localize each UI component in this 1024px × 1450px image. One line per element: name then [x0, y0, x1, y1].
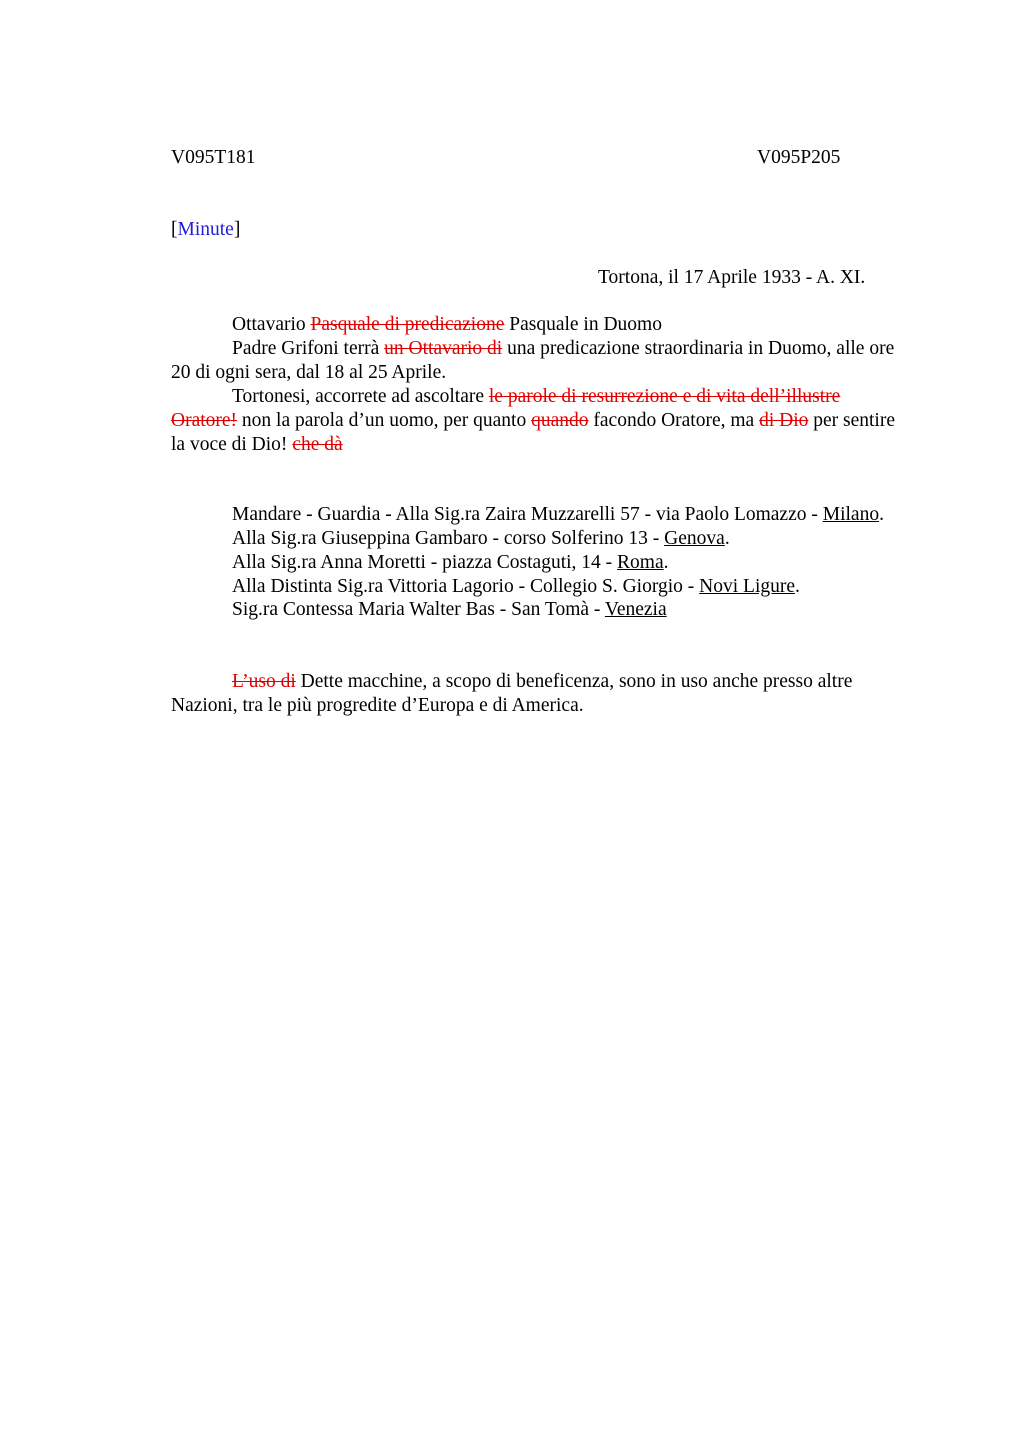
- mailing-line: [232, 575, 800, 599]
- deleted-text: quando: [531, 409, 589, 431]
- address-text: Mandare - Guardia - Alla Sig.ra Zaira Muzzarelli 57 - via Paolo Lomazzo -: [232, 504, 823, 525]
- address-text: Sig.ra Contessa Maria Walter Bas - San Tomà -: [232, 599, 605, 620]
- text-run: Padre Grifoni terrà: [232, 338, 385, 359]
- mailing-line: [232, 503, 884, 527]
- text-run: Pasquale in Duomo: [504, 314, 662, 335]
- deleted-text: di Dio: [759, 409, 809, 431]
- deleted-text: le parole di resurrezione e di vita dell’illustre Oratore!: [171, 386, 841, 431]
- text-run: per sentire la voce di Dio!: [171, 409, 896, 455]
- deleted-text: L’uso di: [232, 671, 296, 692]
- city-name: Venezia: [604, 599, 667, 620]
- text-run: Dette macchine, a scopo di beneficenza, sono in uso anche presso altre Nazioni, tra le più progredite d’Europa e di America.: [171, 671, 853, 716]
- deleted-text: un Ottavario di: [384, 338, 503, 359]
- mailing-line: [232, 551, 669, 575]
- text-run: Ottavario: [232, 314, 311, 335]
- document-code-left: V095T181: [171, 147, 256, 168]
- document-code-right: V095P205: [757, 147, 841, 168]
- address-text: Alla Sig.ra Giuseppina Gambaro - corso Solferino 13 -: [232, 528, 665, 549]
- address-text: Alla Distinta Sig.ra Vittoria Lagorio - Collegio S. Giorgio -: [232, 576, 700, 597]
- punctuation: .: [879, 504, 884, 525]
- mailing-line: [232, 527, 730, 551]
- text-run: non la parola d’un uomo, per quanto: [237, 409, 532, 431]
- deleted-text: che dà: [292, 433, 343, 455]
- text-run: una predicazione straordinaria in Duomo, alle ore 20 di ogni sera, dal 18 al 25 Aprile.: [171, 338, 895, 383]
- city-name: Milano: [822, 504, 880, 525]
- deleted-text: Pasquale di predicazione: [310, 314, 505, 335]
- address-text: Alla Sig.ra Anna Moretti - piazza Costaguti, 14 -: [232, 552, 618, 573]
- announcement-title: [232, 313, 662, 337]
- paragraph-closing: [171, 670, 911, 718]
- paragraph-appeal: [171, 385, 911, 456]
- city-name: Novi Ligure: [699, 576, 796, 597]
- mailing-line: [232, 598, 667, 622]
- punctuation: .: [663, 552, 669, 573]
- minute-tag: [171, 218, 240, 242]
- paragraph-predication: [171, 337, 911, 385]
- city-name: Genova: [664, 528, 725, 549]
- city-name: Roma: [617, 552, 664, 573]
- punctuation: .: [724, 528, 730, 549]
- text-run: facondo Oratore, ma: [588, 409, 760, 431]
- tag-bracket-open: [: [171, 219, 178, 240]
- text-run: Tortonesi, accorrete ad ascoltare: [232, 386, 489, 407]
- tag-bracket-close: ]: [233, 219, 241, 240]
- punctuation: .: [795, 576, 800, 597]
- dateline: Tortona, il 17 Aprile 1933 - A. XI.: [598, 267, 866, 288]
- minute-link[interactable]: Minute: [177, 219, 234, 240]
